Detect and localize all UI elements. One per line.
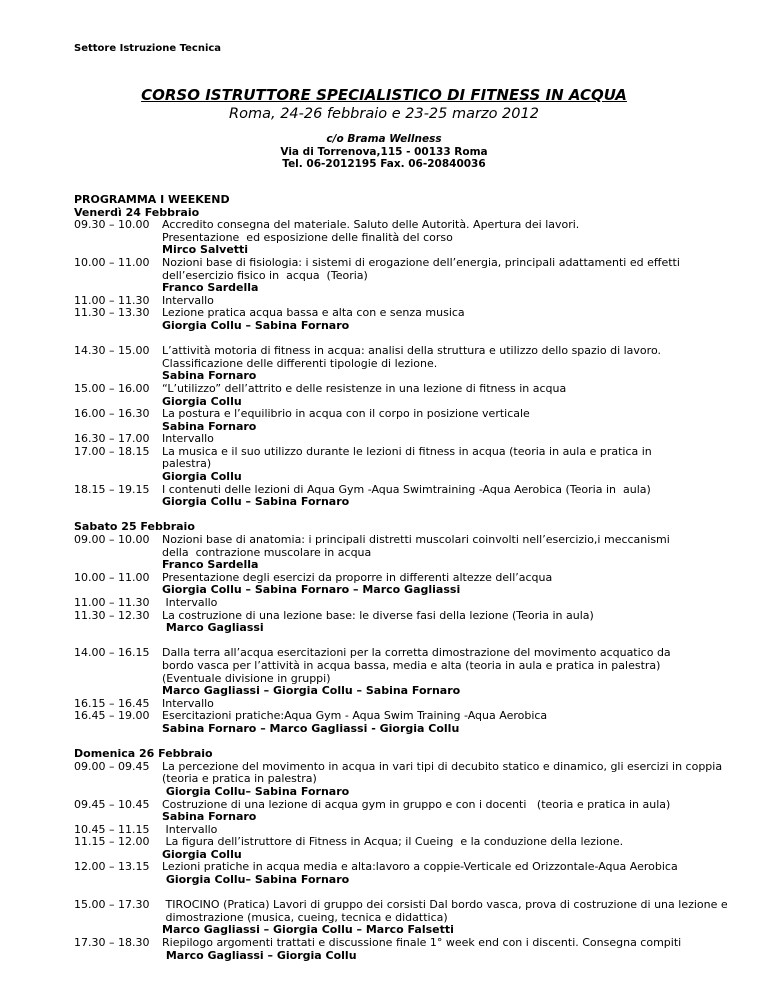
schedule-row (74, 219, 696, 257)
time-slot: 16.30 – 17.00 (74, 432, 150, 446)
schedule-row (74, 610, 696, 635)
time-slot: 14.00 – 16.15 (74, 646, 150, 660)
time-slot: 17.30 – 18.30 (74, 936, 150, 950)
schedule-row (74, 345, 696, 383)
schedule-row (74, 799, 696, 824)
session-text-line: Nozioni base di anatomia: i principali distretti muscolari coinvolti nell’esercizio,i meccanismi (162, 533, 670, 547)
session-text-line: bordo vasca per l’attività in acqua bassa, media e alta (teoria in aula e pratica in palestra) (162, 658, 661, 672)
session-description (162, 799, 696, 824)
session-text-line: Costruzione di una lezione di acqua gym in gruppo e con i docenti (teoria e pratica in aula) (162, 797, 671, 811)
session-text-line: Presentazione degli esercizi da proporre in differenti altezze dell’acqua (162, 570, 553, 584)
time-slot: 11.15 – 12.00 (74, 835, 150, 849)
session-description (162, 534, 696, 572)
session-speaker: Giorgia Collu (162, 847, 242, 861)
session-text-line: L’attività motoria di fitness in acqua: analisi della struttura e utilizzo dello spazio di lavoro. (162, 344, 661, 358)
session-description (162, 345, 696, 383)
session-description (162, 647, 696, 697)
schedule-row (74, 861, 696, 886)
session-speaker: Giorgia Collu– Sabina Fornaro (162, 873, 350, 887)
session-text-line: Presentazione ed esposizione delle finalità del corso (162, 230, 453, 244)
session-speaker: Franco Sardella (162, 558, 259, 572)
venue-block (0, 133, 768, 171)
session-description (162, 307, 696, 332)
session-text-line: La musica e il suo utilizzo durante le lezioni di fitness in acqua (teoria in aula e pratica in (162, 444, 652, 458)
session-speaker: Giorgia Collu– Sabina Fornaro (162, 784, 350, 798)
schedule-row (74, 898, 728, 937)
time-slot: 11.30 – 12.30 (74, 608, 150, 622)
session-text-line: “L’utilizzo” dell’attrito e delle resistenze in una lezione di fitness in acqua (162, 381, 567, 395)
session-text-line: della contrazione muscolare in acqua (162, 545, 372, 559)
session-text-line: Intervallo (162, 822, 218, 836)
time-slot: 15.00 – 17.30 (74, 898, 150, 912)
session-speaker: Giorgia Collu (162, 394, 242, 408)
schedule-row (74, 534, 696, 572)
schedule-row (74, 408, 696, 433)
program-title: PROGRAMMA I WEEKEND (74, 193, 230, 206)
session-description (162, 861, 696, 886)
session-description (162, 219, 696, 257)
session-text-line: La figura dell’istruttore di Fitness in Acqua; il Cueing e la conduzione della lezione. (162, 835, 624, 849)
session-description (162, 408, 696, 433)
venue-address: Via di Torrenova,115 - 00133 Roma (280, 145, 488, 158)
venue-phone: Tel. 06-2012195 Fax. 06-20840036 (282, 158, 486, 170)
time-slot: 10.45 – 11.15 (74, 822, 150, 836)
program (74, 193, 728, 962)
session-speaker: Marco Gagliassi – Giorgia Collu (162, 948, 357, 962)
time-slot: 11.30 – 13.30 (74, 306, 150, 320)
schedule-row (74, 307, 696, 332)
session-description (162, 597, 696, 610)
session-text-line: Intervallo (162, 596, 218, 609)
schedule-row (74, 597, 696, 610)
session-description (162, 484, 696, 509)
session-text-line: Intervallo (162, 293, 214, 307)
session-text-line: Riepilogo argomenti trattati e discussione finale 1° week end con i discenti. Consegna compiti (162, 936, 682, 950)
session-speaker: Sabina Fornaro (162, 369, 257, 383)
header-sector: Settore Istruzione Tecnica (74, 43, 222, 54)
session-description (162, 937, 696, 962)
schedule-row (74, 383, 696, 408)
session-speaker: Giorgia Collu (162, 470, 242, 484)
session-description (162, 572, 696, 597)
day-label: Venerdì 24 Febbraio (74, 205, 200, 219)
session-description (162, 761, 722, 799)
session-speaker: Marco Gagliassi (162, 621, 264, 635)
day-label: Domenica 26 Febbraio (74, 747, 213, 761)
time-slot: 16.00 – 16.30 (74, 407, 150, 421)
session-speaker: Franco Sardella (162, 281, 259, 295)
session-text-line: La percezione del movimento in acqua in vari tipi di decubito statico e dinamico, gli esercizi in coppia (162, 759, 723, 773)
time-slot: 17.00 – 18.15 (74, 444, 150, 458)
session-text-line: Nozioni base di fisiologia: i sistemi di erogazione dell’energia, principali adattamenti ed effetti (162, 255, 680, 269)
schedule-row (74, 446, 696, 484)
schedule-row (74, 257, 696, 295)
session-text-line: Classificazione delle differenti tipologie di lezione. (162, 356, 438, 370)
session-text-line: Intervallo (162, 696, 214, 710)
session-text-line: Lezione pratica acqua bassa e alta con e senza musica (162, 306, 465, 320)
session-text-line: I contenuti delle lezioni di Aqua Gym -Aqua Swimtraining -Aqua Aerobica (Teoria in aula) (162, 482, 651, 496)
session-text-line: La costruzione di una lezione base: le diverse fasi della lezione (Teoria in aula) (162, 608, 594, 622)
time-slot: 11.00 – 11.30 (74, 596, 150, 609)
venue-name: c/o Brama Wellness (326, 133, 442, 145)
time-slot: 16.15 – 16.45 (74, 696, 150, 710)
schedule-row (74, 572, 696, 597)
session-speaker: Marco Gagliassi – Giorgia Collu – Marco Falsetti (162, 923, 454, 937)
schedule-row (74, 836, 696, 861)
session-description (162, 446, 696, 484)
time-slot: 10.00 – 11.00 (74, 255, 150, 269)
session-speaker: Giorgia Collu – Sabina Fornaro (162, 318, 350, 332)
session-description (162, 257, 696, 295)
session-text-line: dell’esercizio fisico in acqua (Teoria) (162, 268, 368, 282)
schedule-row (74, 710, 696, 735)
session-text-line: TIROCINO (Pratica) Lavori di gruppo dei corsisti Dal bordo vasca, prova di costruzione di una lezione e (162, 898, 728, 912)
schedule-row (74, 433, 696, 446)
session-text-line: palestra) (162, 457, 212, 471)
session-speaker: Marco Gagliassi – Giorgia Collu – Sabina Fornaro (162, 684, 461, 698)
session-description (162, 383, 696, 408)
session-text-line: (Eventuale divisione in gruppi) (162, 671, 331, 685)
day-label: Sabato 25 Febbraio (74, 520, 195, 534)
session-text-line: Lezioni pratiche in acqua media e alta:lavoro a coppie-Verticale ed Orizzontale-Aqua Aerobica (162, 860, 678, 874)
session-speaker: Sabina Fornaro – Marco Gagliassi - Giorgia Collu (162, 721, 460, 735)
session-speaker: Sabina Fornaro (162, 810, 257, 824)
time-slot: 10.00 – 11.00 (74, 570, 150, 584)
session-description (162, 610, 696, 635)
session-text-line: La postura e l’equilibrio in acqua con il corpo in posizione verticale (162, 407, 530, 421)
schedule-row (74, 759, 723, 799)
session-speaker: Sabina Fornaro (162, 419, 257, 433)
schedule-row (74, 937, 696, 962)
time-slot: 11.00 – 11.30 (74, 293, 150, 307)
session-text-line: Esercitazioni pratiche:Aqua Gym - Aqua Swim Training -Aqua Aerobica (162, 709, 548, 723)
course-title: CORSO ISTRUTTORE SPECIALISTICO DI FITNESS IN ACQUA (141, 86, 627, 104)
session-description (162, 433, 696, 446)
time-slot: 16.45 – 19.00 (74, 709, 150, 723)
session-text-line: Accredito consegna del materiale. Saluto delle Autorità. Apertura dei lavori. (162, 218, 580, 232)
course-dates: Roma, 24-26 febbraio e 23-25 marzo 2012 (229, 106, 539, 122)
time-slot: 14.30 – 15.00 (74, 344, 150, 358)
time-slot: 12.00 – 13.15 (74, 860, 150, 874)
session-speaker: Giorgia Collu – Sabina Fornaro (162, 495, 350, 509)
time-slot: 18.15 – 19.15 (74, 482, 150, 496)
session-text-line: Intervallo (162, 432, 214, 446)
time-slot: 09.00 – 09.45 (74, 759, 150, 773)
schedule-row (74, 647, 696, 697)
session-description (162, 710, 696, 735)
session-text-line: dimostrazione (musica, cueing, tecnica e didattica) (162, 910, 448, 924)
time-slot: 15.00 – 16.00 (74, 381, 150, 395)
session-speaker: Mirco Salvetti (162, 243, 249, 257)
session-speaker: Giorgia Collu – Sabina Fornaro – Marco Gagliassi (162, 583, 461, 597)
schedule-row (74, 484, 696, 509)
session-description (162, 836, 696, 861)
time-slot: 09.00 – 10.00 (74, 533, 150, 547)
time-slot: 09.45 – 10.45 (74, 797, 150, 811)
session-text-line: (teoria e pratica in palestra) (162, 772, 317, 786)
session-description (162, 899, 728, 937)
time-slot: 09.30 – 10.00 (74, 218, 150, 232)
session-text-line: Dalla terra all’acqua esercitazioni per la corretta dimostrazione del movimento acquatico da (162, 646, 671, 660)
